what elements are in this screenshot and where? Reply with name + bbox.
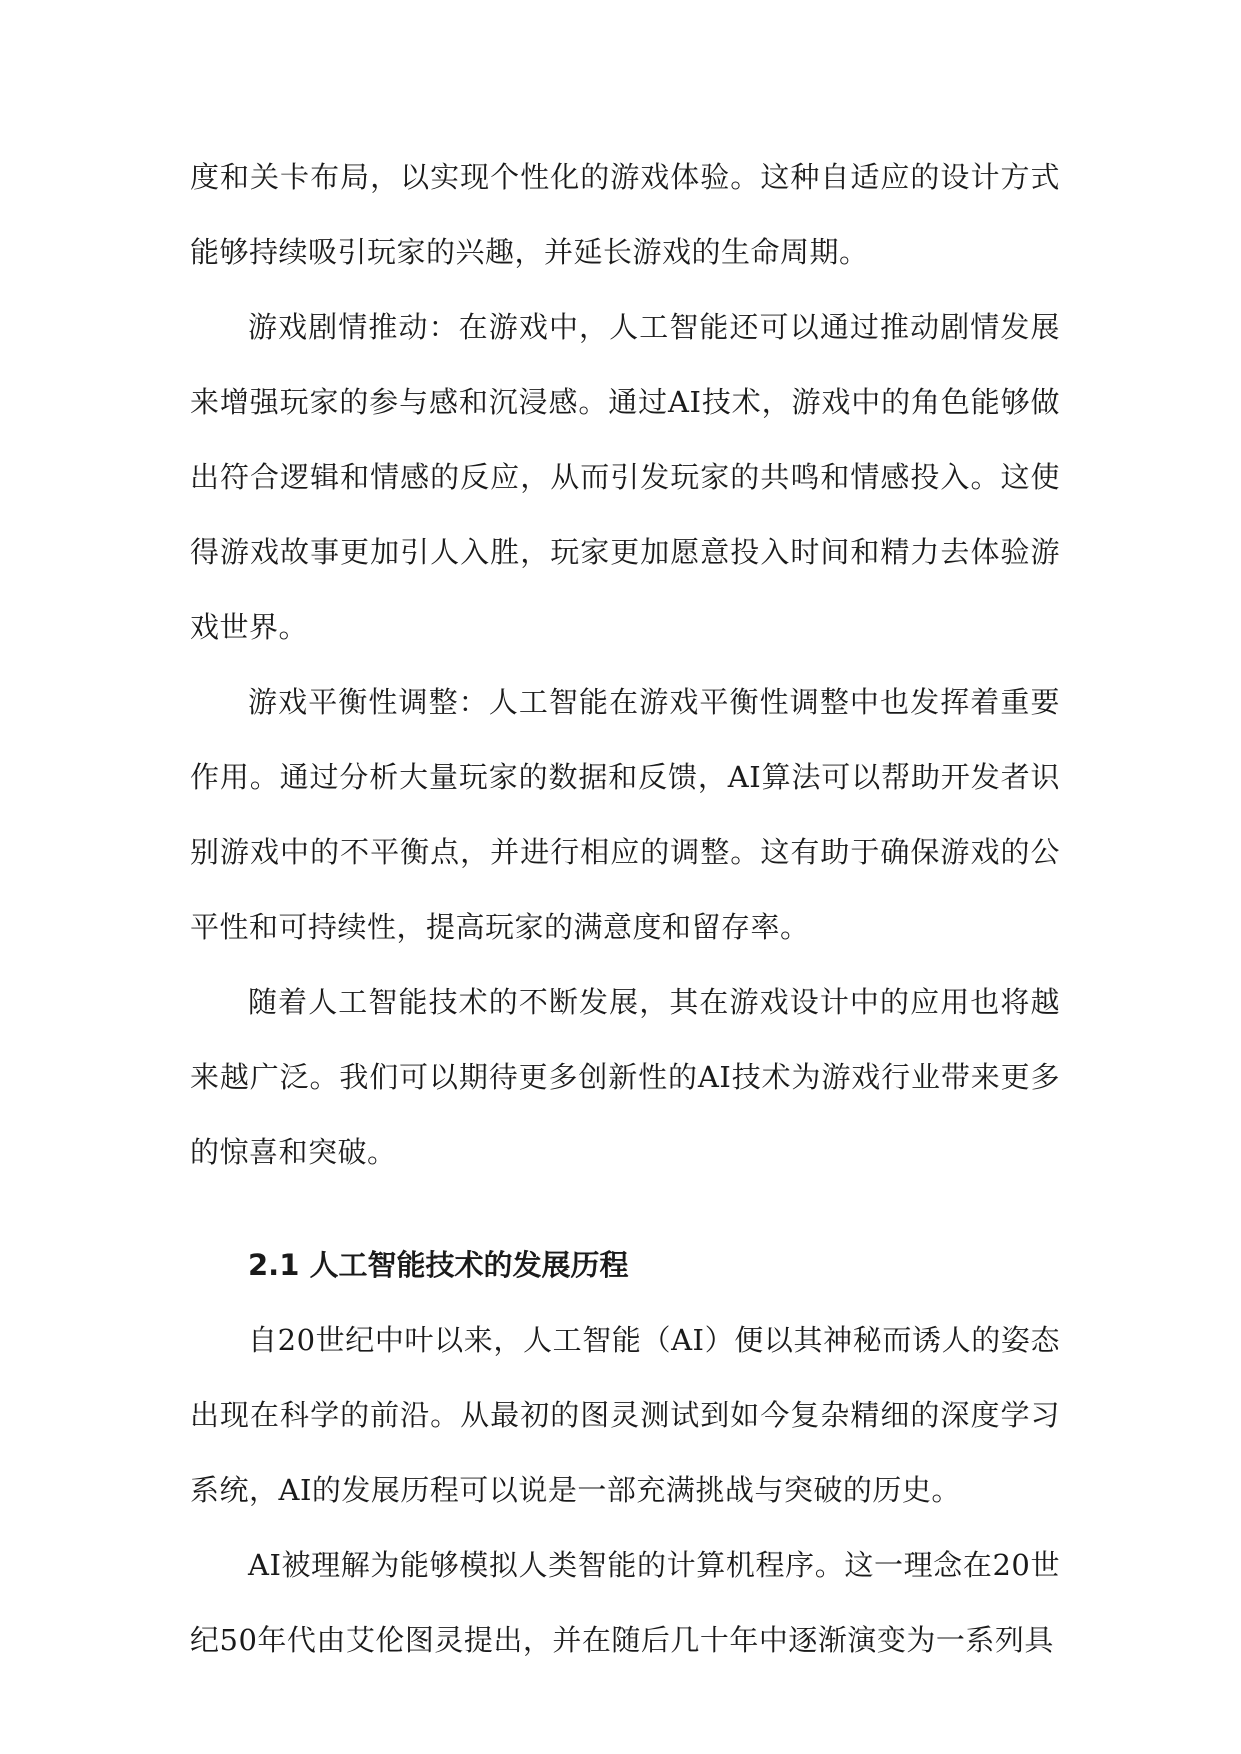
section-heading: 2.1 人工智能技术的发展历程 <box>248 1248 629 1282</box>
paragraph-story-driving: 游戏剧情推动：在游戏中，人工智能还可以通过推动剧情发展来增强玩家的参与感和沉浸感。通过AI技术，游戏中的角色能够做出符合逻辑和情感的反应，从而引发玩家的共鸣和情感投入。这使得游戏故事更加引人入胜，玩家更加愿意投入时间和精力去体验游戏世界。 <box>190 310 1060 644</box>
page-content <box>190 140 1060 1678</box>
paragraph-future-outlook: 随着人工智能技术的不断发展，其在游戏设计中的应用也将越来越广泛。我们可以期待更多创新性的AI技术为游戏行业带来更多的惊喜和突破。 <box>190 985 1060 1169</box>
paragraph-continuation: 度和关卡布局，以实现个性化的游戏体验。这种自适应的设计方式能够持续吸引玩家的兴趣，并延长游戏的生命周期。 <box>190 160 1060 269</box>
paragraph-game-balance: 游戏平衡性调整：人工智能在游戏平衡性调整中也发挥着重要作用。通过分析大量玩家的数据和反馈，AI算法可以帮助开发者识别游戏中的不平衡点，并进行相应的调整。这有助于确保游戏的公平性和可持续性，提高玩家的满意度和留存率。 <box>190 685 1060 944</box>
paragraph-ai-definition: AI被理解为能够模拟人类智能的计算机程序。这一理念在20世纪50年代由艾伦图灵提出，并在随后几十年中逐渐演变为一系列具 <box>190 1548 1060 1657</box>
paragraph-ai-history-intro: 自20世纪中叶以来，人工智能（AI）便以其神秘而诱人的姿态出现在科学的前沿。从最初的图灵测试到如今复杂精细的深度学习系统，AI的发展历程可以说是一部充满挑战与突破的历史。 <box>190 1323 1060 1507</box>
